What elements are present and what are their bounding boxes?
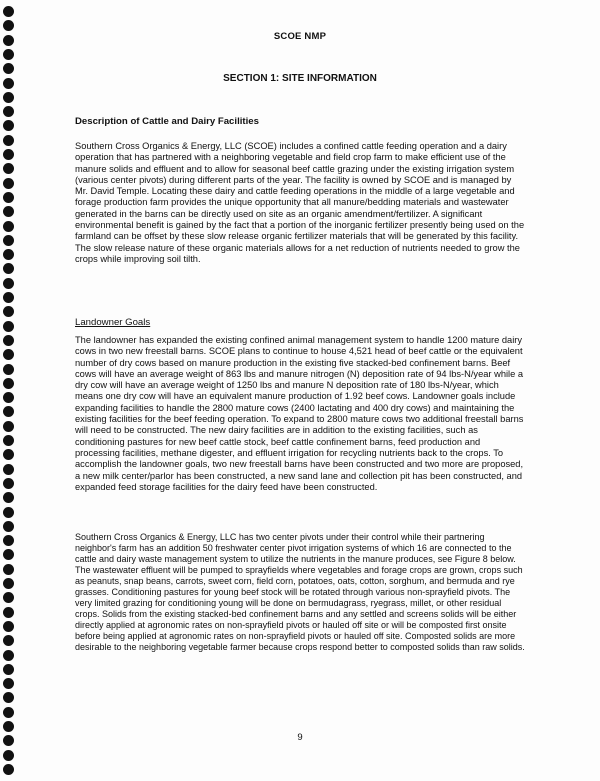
binder-hole [3,263,14,274]
binder-hole [3,235,14,246]
binder-hole [3,692,14,703]
binder-hole [3,249,14,260]
binder-hole [3,306,14,317]
landowner-goals-heading: Landowner Goals [75,317,151,328]
binder-hole [3,192,14,203]
binder-hole [3,178,14,189]
binder-hole [3,221,14,232]
binder-hole [3,664,14,675]
binder-hole [3,421,14,432]
binder-hole [3,435,14,446]
binder-hole [3,650,14,661]
binder-hole [3,464,14,475]
section-title: SECTION 1: SITE INFORMATION [223,73,377,84]
binder-hole [3,6,14,17]
binder-hole [3,378,14,389]
binder-hole [3,406,14,417]
binder-hole [3,120,14,131]
binder-hole [3,364,14,375]
binder-hole [3,707,14,718]
description-heading: Description of Cattle and Dairy Facilities [75,116,259,127]
binder-hole [3,592,14,603]
page-number: 9 [297,732,303,743]
binder-hole [3,507,14,518]
binder-hole [3,492,14,503]
binder-hole [3,635,14,646]
binder-hole [3,92,14,103]
binder-hole [3,764,14,775]
description-paragraph: Southern Cross Organics & Energy, LLC (SCOE) includes a confined cattle feeding operation and a dairy operation that has partnered with a neighboring vegetable and field crop farm to make efficient use of the manure solids and effluent and to allow for seasonal beef cattle grazing under the existing irrigation system (various center pivots) during different parts of the year. The facility is owned by SCOE and is managed by Mr. David Temple. Locating these dairy and cattle feeding operations in the middle of a large vegetable and forage production farm provides the unique opportunity that all manure/bedding materials and wastewater generated in the barns can be directly used on site as an organic amendment/fertilizer. A significant environmental benefit is gained by the fact that a portion of the inorganic fertilizer presently being used on the farmland can be offset by these slow release organic fertilizer materials that will be generated by this facility. The slow release nature of these organic materials allows for a net reduction of nutrients needed to grow the crops while improving soil tilth. [75,141,525,264]
binder-hole [3,321,14,332]
binder-hole [3,349,14,360]
binder-hole [3,621,14,632]
document-header: SCOE NMP [273,31,327,42]
binder-hole [3,607,14,618]
binder-hole [3,564,14,575]
binder-hole [3,149,14,160]
binder-hole [3,335,14,346]
binder-hole [3,750,14,761]
binder-hole [3,20,14,31]
binder-hole [3,535,14,546]
landowner-goals-paragraph-2: Southern Cross Organics & Energy, LLC has two center pivots under their control while their partnering neighbor's farm has an addition 50 freshwater center pivot irrigation systems of which 16 are connected to the cattle and dairy waste management system to utilize the nutrients in the manure produces, see Figure 8 below. The wastewater effluent will be pumped to sprayfields where vegetables and forage crops are grown, crops such as peanuts, snap beans, carrots, sweet corn, field corn, potatoes, oats, cotton, sorghum, and bermuda and rye grasses. Conditioning pastures for young beef stock will be rotated through various non-sprayfield pivots. The very limited grazing for conditioning young will be done on bermudagrass, ryegrass, millet, or other residual crops. Solids from the existing stacked-bed confinement barns and any settled and screens solids will be either directly applied at agronomic rates on non-sprayfield pivots or hauled off site or will be composted first onsite before being applied at agronomic rates on non-sprayfield pivots or hauled off site. Composted solids are more desirable to the neighboring vegetable farmer because crops respond better to composted solids than raw solids. [75,532,525,652]
binder-hole [3,549,14,560]
binder-hole [3,392,14,403]
binder-hole [3,478,14,489]
binder-hole [3,449,14,460]
binder-hole [3,292,14,303]
binder-hole [3,49,14,60]
binder-hole [3,278,14,289]
binder-hole [3,578,14,589]
landowner-goals-paragraph-1: The landowner has expanded the existing confined animal management system to handle 1200 mature dairy cows in two new freestall barns. SCOE plans to continue to house 4,521 head of beef cattle or the equivalent number of dry cows based on manure production in the existing five stacked-bed confinement barns. Beef cows will have an average weight of 863 lbs and manure nitrogen (N) deposition rate of 94 lbs-N/year while a dry cow will have an average weight of 1250 lbs and manure N deposition rate of 180 lbs-N/year, which means one dry cow will have an equivalent manure production of 1.92 beef cows. Landowner goals include expanding facilities to handle the 2800 mature cows (2400 lactating and 400 dry cows) and maintaining the existing facilities for the beef feeding operation. To expand to 2800 mature cows two additional freestall barns will need to be constructed. The new dairy facilities are in addition to the existing facilities, such as conditioning pastures for new beef cattle stock, beef cattle confinement barns, feed production and processing facilities, methane digester, and effluent irrigation for recycling nutrients back to the crops. To accomplish the landowner goals, two new freestall barns have been constructed and two more are proposed, a new milk center/parlor has been constructed, a new sand lane and collection pit has been constructed, and expanded feed storage facilities for the dairy feed have been constructed. [75,335,524,492]
binder-holes [3,4,17,778]
binder-hole [3,106,14,117]
binder-hole [3,521,14,532]
binder-hole [3,206,14,217]
binder-hole [3,163,14,174]
binder-hole [3,721,14,732]
binder-hole [3,678,14,689]
binder-hole [3,135,14,146]
